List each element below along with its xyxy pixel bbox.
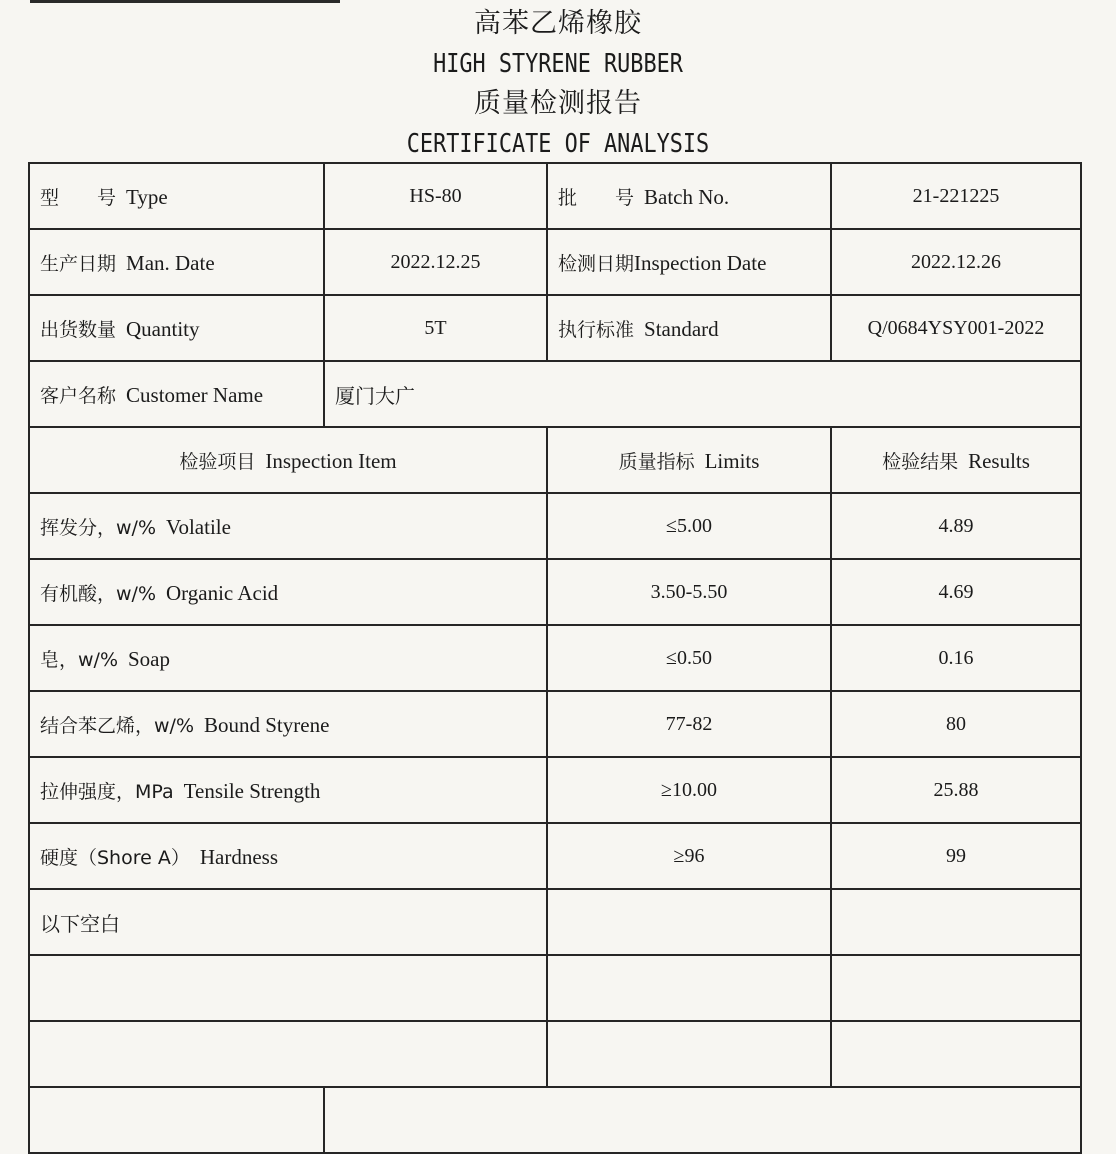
table-row (29, 691, 1081, 757)
customer-label-en: Customer Name (126, 382, 264, 407)
item-cn: 硬度（Shore A） (40, 846, 190, 869)
empty-cell (831, 955, 1081, 1021)
item-cn: 皂，w/% (40, 648, 118, 671)
standard-label-cn: 执行标准 (558, 318, 635, 341)
quantity-label (29, 295, 324, 361)
batch-label (547, 163, 831, 229)
results-header-cn: 检验结果 (882, 450, 959, 473)
inspection-item-soap (29, 625, 547, 691)
blank-note: 以下空白 (29, 889, 547, 955)
empty-row (29, 955, 1081, 1021)
man-date-label (29, 229, 324, 295)
document-title-block (0, 4, 1116, 164)
table-row (29, 493, 1081, 559)
item-en: Hardness (199, 844, 279, 869)
certificate-table (28, 162, 1082, 1154)
batch-value: 21-221225 (831, 163, 1081, 229)
result-value: 80 (831, 691, 1081, 757)
result-value: 4.69 (831, 559, 1081, 625)
product-title-cn: 高苯乙烯橡胶 (474, 8, 642, 39)
limit-value: 77-82 (547, 691, 831, 757)
man-date-value: 2022.12.25 (324, 229, 547, 295)
result-value: 0.16 (831, 625, 1081, 691)
inspection-item-bound-styrene (29, 691, 547, 757)
empty-cell (831, 889, 1081, 955)
result-value: 4.89 (831, 493, 1081, 559)
info-row-customer (29, 361, 1081, 427)
customer-label (29, 361, 324, 427)
man-date-label-cn: 生产日期 (40, 252, 117, 275)
product-title-en: HIGH STYRENE RUBBER (433, 49, 683, 79)
item-header (29, 427, 547, 493)
limit-value: ≤5.00 (547, 493, 831, 559)
info-row-quantity (29, 295, 1081, 361)
table-row (29, 559, 1081, 625)
empty-cell (547, 955, 831, 1021)
empty-cell (547, 1021, 831, 1087)
report-title-en: CERTIFICATE OF ANALYSIS (406, 129, 710, 159)
cut-off-row (29, 1087, 1081, 1153)
customer-label-cn: 客户名称 (40, 384, 117, 407)
limit-value: 3.50-5.50 (547, 559, 831, 625)
blank-note-row (29, 889, 1081, 955)
standard-label (547, 295, 831, 361)
quantity-label-cn: 出货数量 (40, 318, 117, 341)
quantity-value: 5T (324, 295, 547, 361)
limits-header-en: Limits (704, 448, 760, 473)
type-value: HS-80 (324, 163, 547, 229)
type-label (29, 163, 324, 229)
empty-cell (547, 889, 831, 955)
info-row-type (29, 163, 1081, 229)
man-date-label-en: Man. Date (126, 250, 215, 275)
report-title-cn: 质量检测报告 (474, 88, 642, 119)
item-en: Soap (128, 646, 170, 671)
limit-value: ≤0.50 (547, 625, 831, 691)
item-cn: 结合苯乙烯，w/% (40, 714, 194, 737)
inspection-date-value: 2022.12.26 (831, 229, 1081, 295)
table-row (29, 823, 1081, 889)
limit-value: ≥96 (547, 823, 831, 889)
standard-value: Q/0684YSY001-2022 (831, 295, 1081, 361)
inspection-date-label (547, 229, 831, 295)
limits-header (547, 427, 831, 493)
result-value: 25.88 (831, 757, 1081, 823)
empty-cell (831, 1021, 1081, 1087)
customer-value: 厦门大广 (324, 361, 1081, 427)
batch-label-cn: 批 号 (558, 186, 635, 209)
batch-label-en: Batch No. (644, 184, 730, 209)
empty-cell (29, 1087, 324, 1153)
item-header-en: Inspection Item (265, 448, 397, 473)
item-header-cn: 检验项目 (179, 450, 256, 473)
results-header (831, 427, 1081, 493)
results-header-row (29, 427, 1081, 493)
type-label-cn: 型 号 (40, 186, 117, 209)
standard-label-en: Standard (644, 316, 719, 341)
item-en: Volatile (166, 514, 231, 539)
type-label-en: Type (126, 184, 168, 209)
limits-header-cn: 质量指标 (618, 450, 695, 473)
item-en: Bound Styrene (204, 712, 330, 737)
item-cn: 拉伸强度，MPa (40, 780, 174, 803)
empty-cell (324, 1087, 1081, 1153)
info-row-dates (29, 229, 1081, 295)
inspection-date-label-cn: 检测日期 (558, 252, 635, 275)
empty-cell (29, 1021, 547, 1087)
quantity-label-en: Quantity (126, 316, 200, 341)
empty-cell (29, 955, 547, 1021)
inspection-item-volatile (29, 493, 547, 559)
inspection-date-label-en: Inspection Date (634, 250, 767, 275)
inspection-item-organic-acid (29, 559, 547, 625)
table-row (29, 625, 1081, 691)
table-row (29, 757, 1081, 823)
inspection-item-tensile-strength (29, 757, 547, 823)
empty-row (29, 1021, 1081, 1087)
inspection-item-hardness (29, 823, 547, 889)
item-en: Tensile Strength (183, 778, 321, 803)
limit-value: ≥10.00 (547, 757, 831, 823)
item-cn: 有机酸，w/% (40, 582, 156, 605)
results-header-en: Results (968, 448, 1030, 473)
top-edge-mark (30, 0, 340, 3)
result-value: 99 (831, 823, 1081, 889)
item-cn: 挥发分，w/% (40, 516, 156, 539)
item-en: Organic Acid (166, 580, 279, 605)
